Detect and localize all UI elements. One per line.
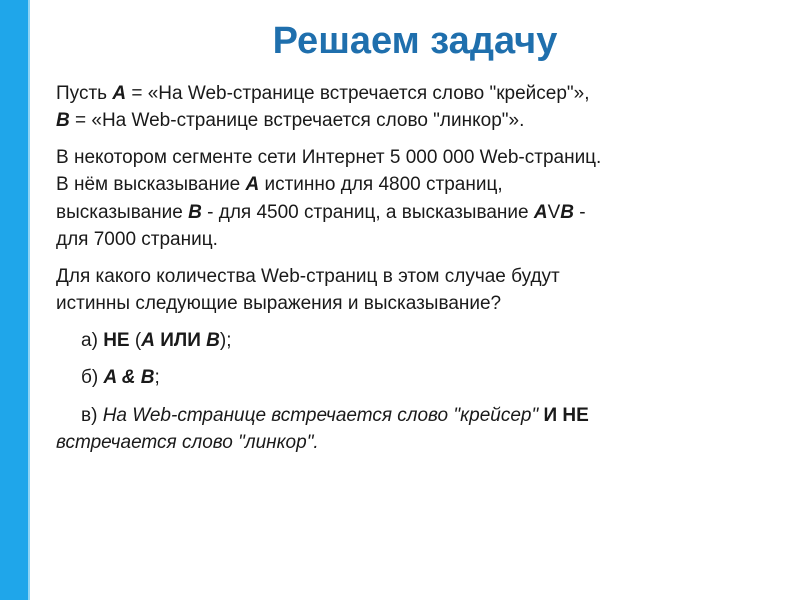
var-a: A [141, 330, 155, 352]
text: для 7000 страниц. [56, 228, 218, 250]
paragraph-conditions [56, 144, 776, 253]
text: В нём высказывание [56, 174, 246, 196]
text: встречается слово "линкор". [56, 431, 319, 453]
slide-title: Решаем задачу [272, 20, 558, 62]
task-item-a [56, 327, 776, 354]
item-prefix: а) [81, 330, 104, 352]
text: истинны следующие выражения и высказывание? [56, 293, 502, 315]
text: = «На Web-странице встречается слово "линкор"». [69, 110, 525, 132]
item-prefix: б) [81, 367, 104, 389]
text: Пусть [56, 83, 113, 104]
paragraph-definitions [56, 80, 776, 134]
text: - [574, 201, 586, 223]
item-prefix: в) [81, 404, 103, 426]
var-b: B [56, 110, 70, 132]
var-b: B [560, 201, 574, 223]
text: ); [219, 330, 232, 352]
text: Для какого количества Web-страниц в этом случае будут [56, 265, 560, 287]
text: истинно для 4800 страниц, [259, 174, 503, 196]
or-operator: ИЛИ [154, 330, 207, 352]
not-operator: НЕ [103, 330, 130, 352]
text: = «На Web-странице встречается слово "крейсер"», [126, 83, 590, 104]
var-a: A [533, 201, 548, 223]
paragraph-question [56, 263, 776, 317]
side-accent-bar [0, 0, 28, 600]
var-a: A [245, 174, 260, 196]
text: ( [129, 330, 142, 352]
task-item-c [56, 402, 776, 456]
task-item-b [56, 364, 776, 391]
var-b: B [206, 330, 220, 352]
text: На Web-странице встречается слово "крейсер" [102, 404, 544, 426]
text: ; [154, 367, 160, 389]
var-b: B [188, 201, 202, 223]
var-a: A [112, 83, 127, 104]
text: - для 4500 страниц, а высказывание [201, 201, 534, 223]
or-symbol: V [547, 201, 561, 223]
slide-content [56, 80, 776, 466]
and-not-operator: И НЕ [543, 404, 589, 426]
text: В некотором сегменте сети Интернет 5 000 000 Web-страниц. [56, 147, 602, 169]
text: высказывание [56, 201, 189, 223]
expression-and: A & B [103, 367, 155, 389]
